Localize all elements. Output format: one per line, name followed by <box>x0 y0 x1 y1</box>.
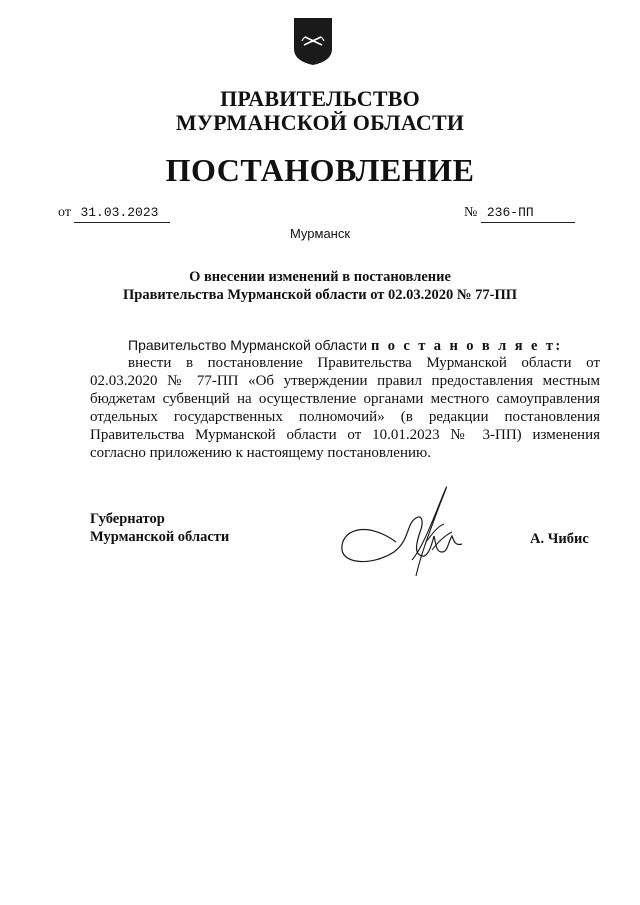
coat-of-arms-icon <box>291 15 335 67</box>
city-name: Мурманск <box>289 226 351 241</box>
document-number <box>464 204 575 223</box>
organization-name-line1: ПРАВИТЕЛЬСТВО <box>220 86 420 111</box>
signatory-name: А. Чибис <box>530 531 589 547</box>
subject-line2: Правительства Мурманской области от 02.03.2020 № 77-ПП <box>122 287 518 303</box>
subject-line1: О внесении изменений в постановление <box>189 269 451 285</box>
decree-subject: Правительство Мурманской области <box>128 337 368 353</box>
number-prefix: № <box>464 205 478 220</box>
decree-word: п о с т а н о в л я е т: <box>370 338 563 354</box>
document-type-title: ПОСТАНОВЛЕНИЕ <box>165 152 475 188</box>
signatory-title-line2: Мурманской области <box>90 529 230 545</box>
decree-statement <box>90 336 600 355</box>
organization-name-line2: МУРМАНСКОЙ ОБЛАСТИ <box>175 110 465 135</box>
document-date <box>58 204 170 223</box>
number-value: 236-ПП <box>481 204 575 223</box>
date-value: 31.03.2023 <box>74 204 170 223</box>
handwritten-signature <box>336 480 476 590</box>
decree-paragraph: внести в постановление Правительства Мурманской области от 02.03.2020 № 77-ПП «Об утверждении правил предоставления местным бюджетам субвенций на осуществление органами местного самоуправления отдельных государственных полномочий» (в редакции постановления Правительства Мурманской области от 10.01.2023 № 3-ПП) изменения согласно приложению к настоящему постановлению. <box>90 355 600 461</box>
date-prefix: от <box>58 205 71 220</box>
signatory-title <box>90 510 229 546</box>
signatory-title-line1: Губернатор <box>90 511 165 527</box>
